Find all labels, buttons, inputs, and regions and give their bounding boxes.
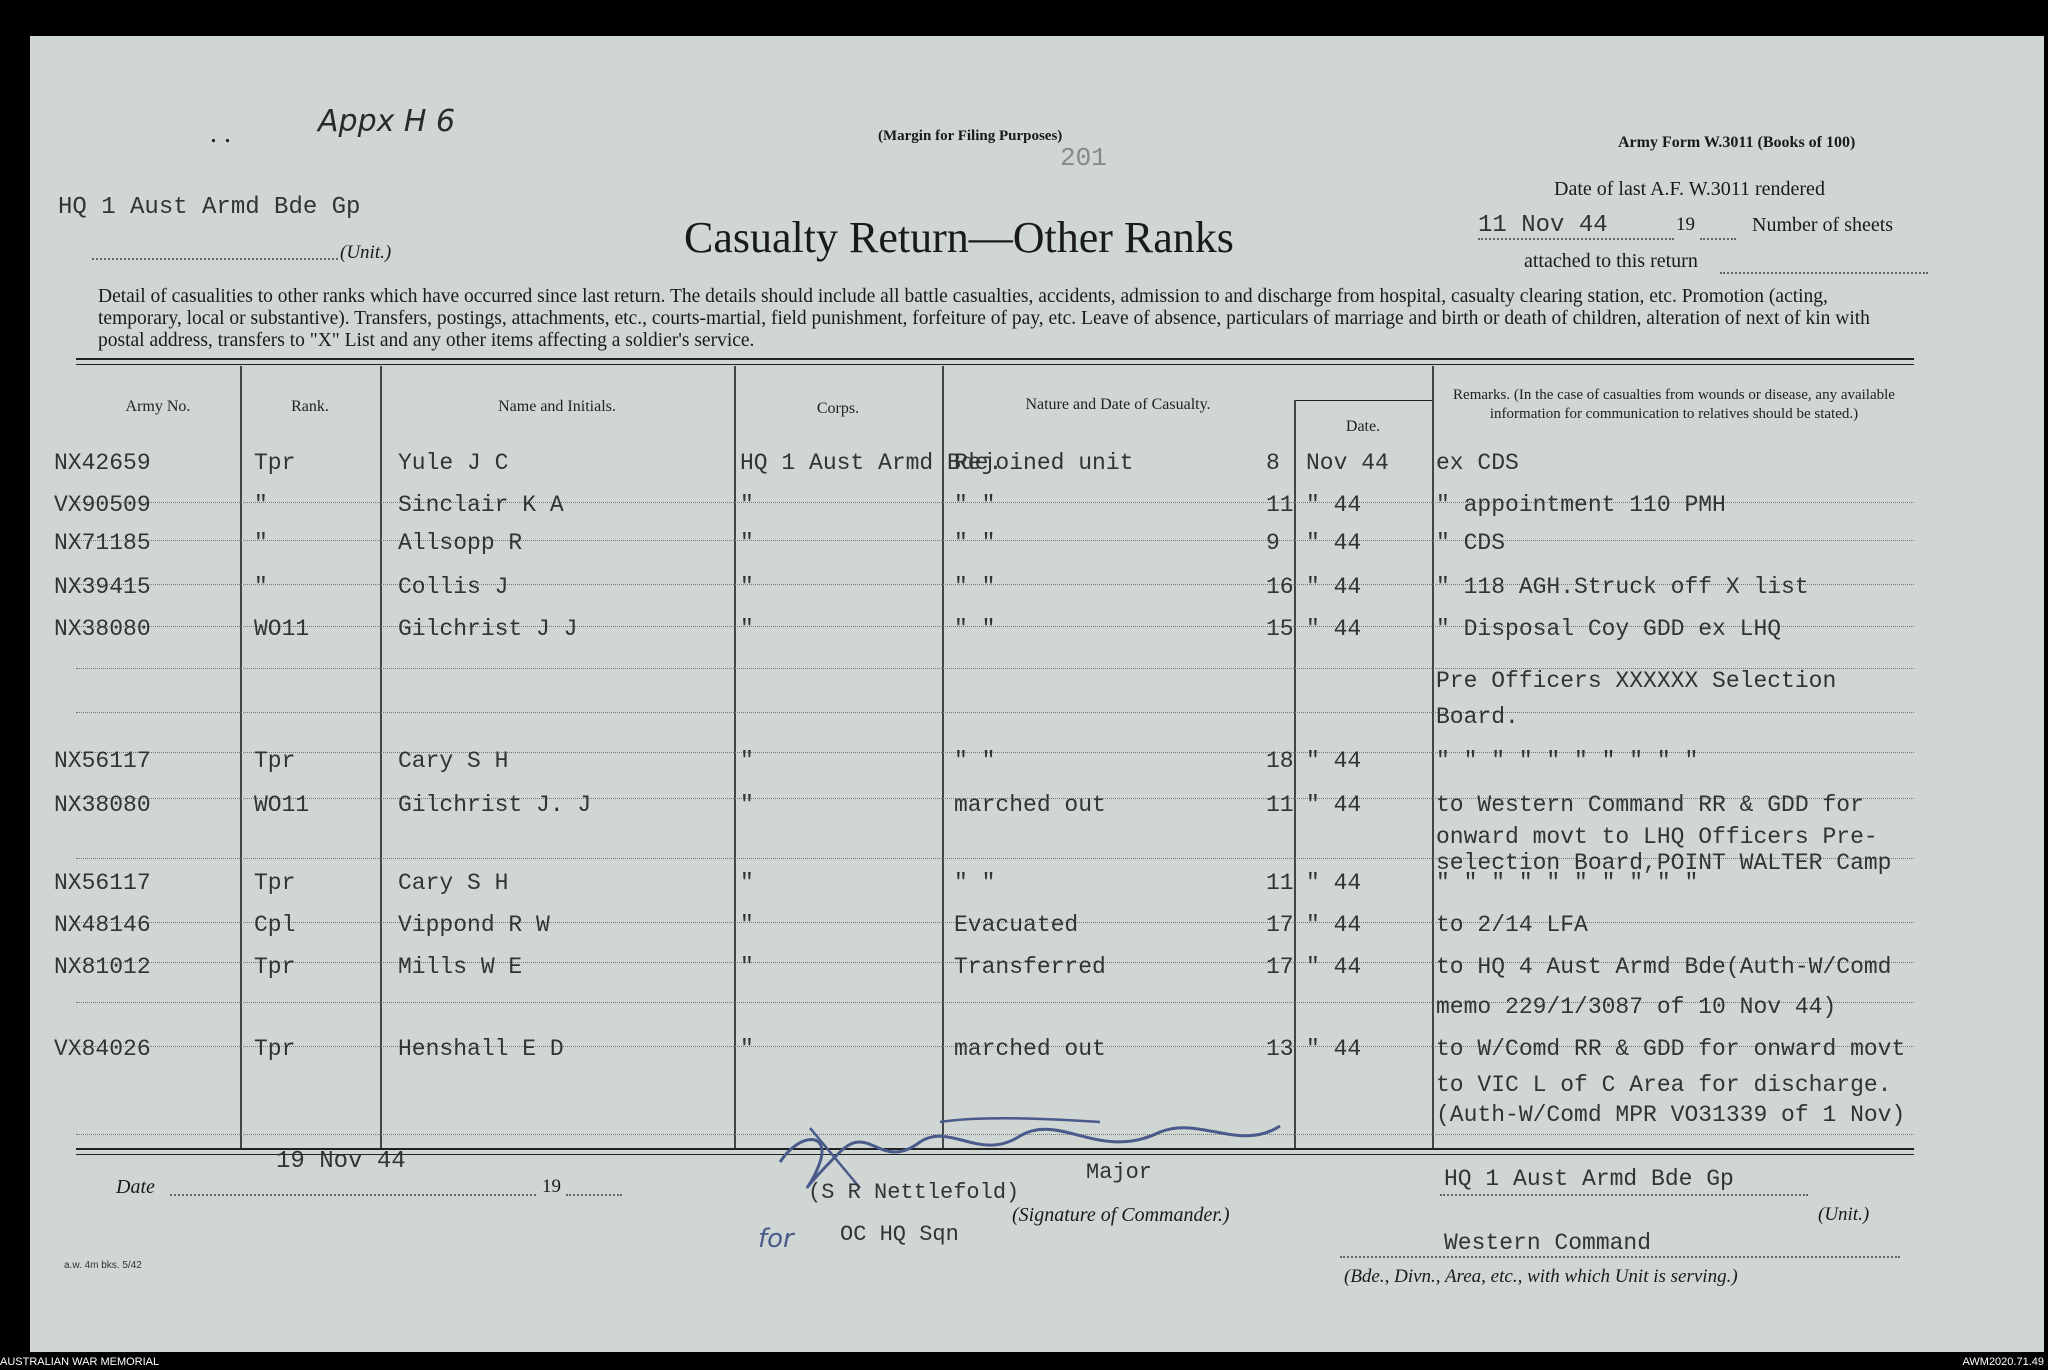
cell-army-no: NX48146 [54,912,151,938]
instructions-text: Detail of casualities to other ranks which have occurred since last return. The details should include all battle casualties, accidents, admission to and discharge from hospital, casualty clearing station, etc. Promotion (acting, temporary, local or substantive). Transfers, postings, attachments, etc., courts-martial, field punishment, forfeiture of pay, etc. Leave of absence, particulars of marriage and birth or death of children, alteration of next of kin with postal address, transfers to "X" List and any other items affecting a soldier's service. [98,286,1870,351]
cell-army-no: NX56117 [54,748,151,774]
date-year-prefix: 19 [542,1176,561,1197]
cell-army-no: NX56117 [54,870,151,896]
cell-month: " 44 [1306,574,1362,600]
cell-corps: " [740,492,754,518]
cell-nature: " " [954,574,996,600]
cell-corps: " [740,954,754,980]
col-divider [942,366,944,1148]
cell-army-no: VX84026 [54,1036,151,1062]
caption-right: AWM2020.71.49 [1962,1356,2044,1368]
cell-corps: " [740,912,754,938]
cell-month: " 44 [1306,954,1362,980]
cell-name: Gilchrist J. J [398,792,592,818]
cell-remarks: (Auth-W/Comd MPR VO31339 of 1 Nov) [1436,1102,1906,1128]
cell-army-no: NX81012 [54,954,151,980]
cell-nature: " " [954,492,996,518]
signer-rank: Major [1086,1160,1153,1185]
unit-value: HQ 1 Aust Armd Bde Gp [58,194,361,221]
attached-label: attached to this return [1524,250,1698,272]
bde-label: (Bde., Divn., Area, etc., with which Unit is serving.) [1344,1266,1738,1287]
footer-unit-value: HQ 1 Aust Armd Bde Gp [1444,1166,1734,1192]
cell-nature: " " [954,748,996,774]
cell-rank: Tpr [254,450,296,476]
cell-remarks: " " " " " " " " " " [1436,870,1699,896]
header-rank: Rank. [291,398,329,415]
cell-rank: WO11 [254,792,310,818]
date-value: 19 Nov 44 [276,1148,406,1175]
footer-unit-line [1440,1194,1808,1196]
last-rendered-line [1478,238,1674,240]
cell-remarks: " CDS [1436,530,1506,556]
header-nature: Nature and Date of Casualty. [1025,396,1211,413]
cell-day: 15 [1266,616,1294,642]
unit-dotted-line [92,258,338,260]
cell-rank: Tpr [254,748,296,774]
cell-corps: " [740,792,754,818]
cell-remarks: " Disposal Coy GDD ex LHQ [1436,616,1782,642]
cell-nature: Rejoined unit [954,450,1134,476]
cell-remarks: to Western Command RR & GDD for [1436,792,1864,818]
cell-rank: Tpr [254,954,296,980]
cell-remarks: selection Board,POINT WALTER Camp [1436,850,1892,876]
cell-remarks: to HQ 4 Aust Armd Bde(Auth-W/Comd [1436,954,1892,980]
cell-name: Sinclair K A [398,492,564,518]
cell-rank: Tpr [254,870,296,896]
cell-day: 8 [1266,450,1280,476]
cell-nature: " " [954,616,996,642]
col-divider [380,366,382,1148]
cell-rank: " [254,492,268,518]
cell-month: " 44 [1306,492,1362,518]
cell-remarks: Pre Officers XXXXXX Selection [1436,668,1837,694]
cell-nature: Evacuated [954,912,1079,938]
cell-army-no: NX71185 [54,530,151,556]
cell-nature: marched out [954,1036,1106,1062]
caption-left: AUSTRALIAN WAR MEMORIAL [0,1356,160,1368]
date-year-line [566,1194,622,1196]
cell-remarks: ex CDS [1436,450,1519,476]
form-title: Casualty Return—Other Ranks [684,213,1234,262]
cell-nature: " " [954,530,996,556]
cell-army-no: VX90509 [54,492,151,518]
cell-month: " 44 [1306,870,1362,896]
year-prefix: 19 [1676,214,1695,235]
cell-day: 16 [1266,574,1294,600]
cell-day: 13 [1266,1036,1294,1062]
col-divider [240,366,242,1148]
row-rule [76,712,1914,713]
margin-dots: . . [210,118,231,149]
footer-unit-label: (Unit.) [1818,1204,1870,1225]
header-name: Name and Initials. [498,398,616,415]
cell-remarks: to 2/14 LFA [1436,912,1588,938]
cell-day: 18 [1266,748,1294,774]
cell-remarks: to VIC L of C Area for discharge. [1436,1072,1892,1098]
command-line [1340,1256,1900,1258]
date-dotted-line [170,1194,536,1196]
last-rendered-value: 11 Nov 44 [1478,212,1608,239]
cell-army-no: NX39415 [54,574,151,600]
cell-remarks: memo 229/1/3087 of 10 Nov 44) [1436,994,1837,1020]
table-top-rule-2 [76,364,1914,365]
cell-rank: Cpl [254,912,296,938]
cell-name: Cary S H [398,748,509,774]
cell-name: Mills W E [398,954,523,980]
cell-corps: " [740,748,754,774]
sheet-number: 201 [1060,143,1107,173]
cell-corps: HQ 1 Aust Armd Bde. [740,450,1003,476]
cell-remarks: " " " " " " " " " " [1436,748,1699,774]
cell-remarks: onward movt to LHQ Officers Pre- [1436,824,1878,850]
date-label: Date [116,1176,155,1198]
cell-day: 9 [1266,530,1280,556]
cell-month: Nov 44 [1306,450,1389,476]
cell-day: 11 [1266,870,1294,896]
cell-month: " 44 [1306,1036,1362,1062]
cell-day: 17 [1266,912,1294,938]
print-code: a.w. 4m bks. 5/42 [64,1260,142,1271]
cell-name: Vippond R W [398,912,550,938]
cell-nature: marched out [954,792,1106,818]
cell-army-no: NX38080 [54,792,151,818]
cell-corps: " [740,530,754,556]
cell-remarks: to W/Comd RR & GDD for onward movt [1436,1036,1906,1062]
last-rendered-label: Date of last A.F. W.3011 rendered [1554,178,1825,200]
date-header-rule [1294,400,1432,401]
appendix-annotation: Appx H 6 [318,104,456,139]
cell-rank: Tpr [254,1036,296,1062]
cell-nature: Transferred [954,954,1106,980]
cell-month: " 44 [1306,912,1362,938]
cell-corps: " [740,616,754,642]
cell-remarks: Board. [1436,704,1519,730]
cell-day: 11 [1266,792,1294,818]
cell-month: " 44 [1306,530,1362,556]
cell-name: Yule J C [398,450,509,476]
signer-role: OC HQ Sqn [840,1222,959,1247]
unit-label: (Unit.) [340,242,392,263]
cell-day: 11 [1266,492,1294,518]
col-divider [1294,400,1296,1148]
margin-note: (Margin for Filing Purposes) [878,128,1063,144]
cell-rank: " [254,530,268,556]
cell-name: Collis J [398,574,509,600]
cell-corps: " [740,1036,754,1062]
sheets-label: Number of sheets [1752,214,1894,236]
cell-remarks: " 118 AGH.Struck off X list [1436,574,1809,600]
attached-line [1720,272,1928,274]
cell-corps: " [740,870,754,896]
cell-name: Allsopp R [398,530,523,556]
cell-rank: WO11 [254,616,310,642]
cell-month: " 44 [1306,748,1362,774]
signer-name: (S R Nettlefold) [808,1180,1020,1205]
cell-remarks: " appointment 110 PMH [1436,492,1726,518]
col-divider [734,366,736,1148]
signature-label: (Signature of Commander.) [1012,1204,1230,1226]
header-army-no: Army No. [125,398,191,415]
header-corps: Corps. [816,400,860,417]
cell-name: Gilchrist J J [398,616,578,642]
cell-day: 17 [1266,954,1294,980]
header-remarks: Remarks. (In the case of casualties from wounds or disease, any available information for communication to relatives should be stated.) [1453,387,1895,422]
cell-corps: " [740,574,754,600]
cell-army-no: NX38080 [54,616,151,642]
cell-month: " 44 [1306,792,1362,818]
cell-month: " 44 [1306,616,1362,642]
header-date: Date. [1345,418,1381,435]
year-line [1700,238,1736,240]
col-divider [1432,366,1434,1148]
cell-army-no: NX42659 [54,450,151,476]
form-id: Army Form W.3011 (Books of 100) [1618,134,1856,151]
for-note: for [758,1224,794,1254]
cell-rank: " [254,574,268,600]
table-top-rule [76,358,1914,360]
command-value: Western Command [1444,1230,1652,1256]
cell-nature: " " [954,870,996,896]
cell-name: Cary S H [398,870,509,896]
cell-name: Henshall E D [398,1036,564,1062]
